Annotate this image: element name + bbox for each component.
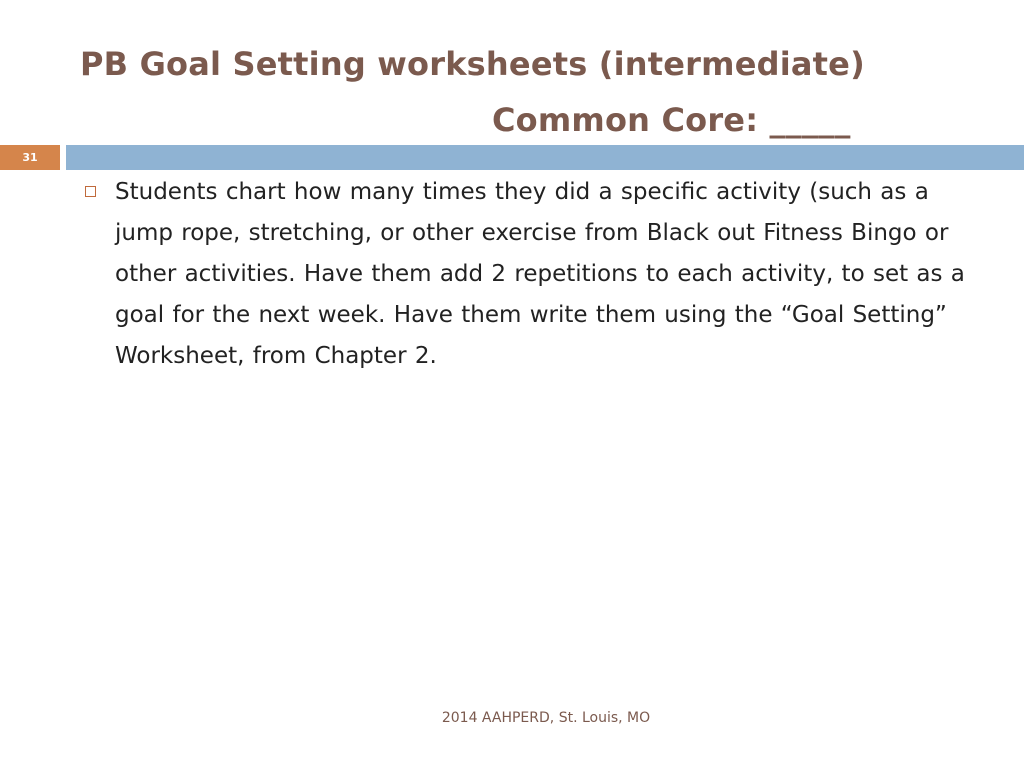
slide-number-badge: 31 <box>0 145 60 170</box>
slide-title-line-1: PB Goal Setting worksheets (intermediate) <box>80 45 865 83</box>
slide-title-line-2: Common Core: _____ <box>492 101 851 139</box>
hollow-square-bullet-icon <box>85 186 96 197</box>
slide-title <box>80 36 980 148</box>
bullet-text: Students chart how many times they did a specific activity (such as a jump rope, stretching, or other exercise from Black out Fitness Bingo or other activities. Have them add 2 repetitions to each activity, to set as a goal for the next week. Have them write them using the “Goal Setting” Worksheet, from Chapter 2. <box>115 179 965 369</box>
slide-footer: 2014 AAHPERD, St. Louis, MO <box>441 710 651 726</box>
header-band <box>66 145 1024 170</box>
slide-content <box>80 172 980 377</box>
bullet-item <box>80 172 980 377</box>
